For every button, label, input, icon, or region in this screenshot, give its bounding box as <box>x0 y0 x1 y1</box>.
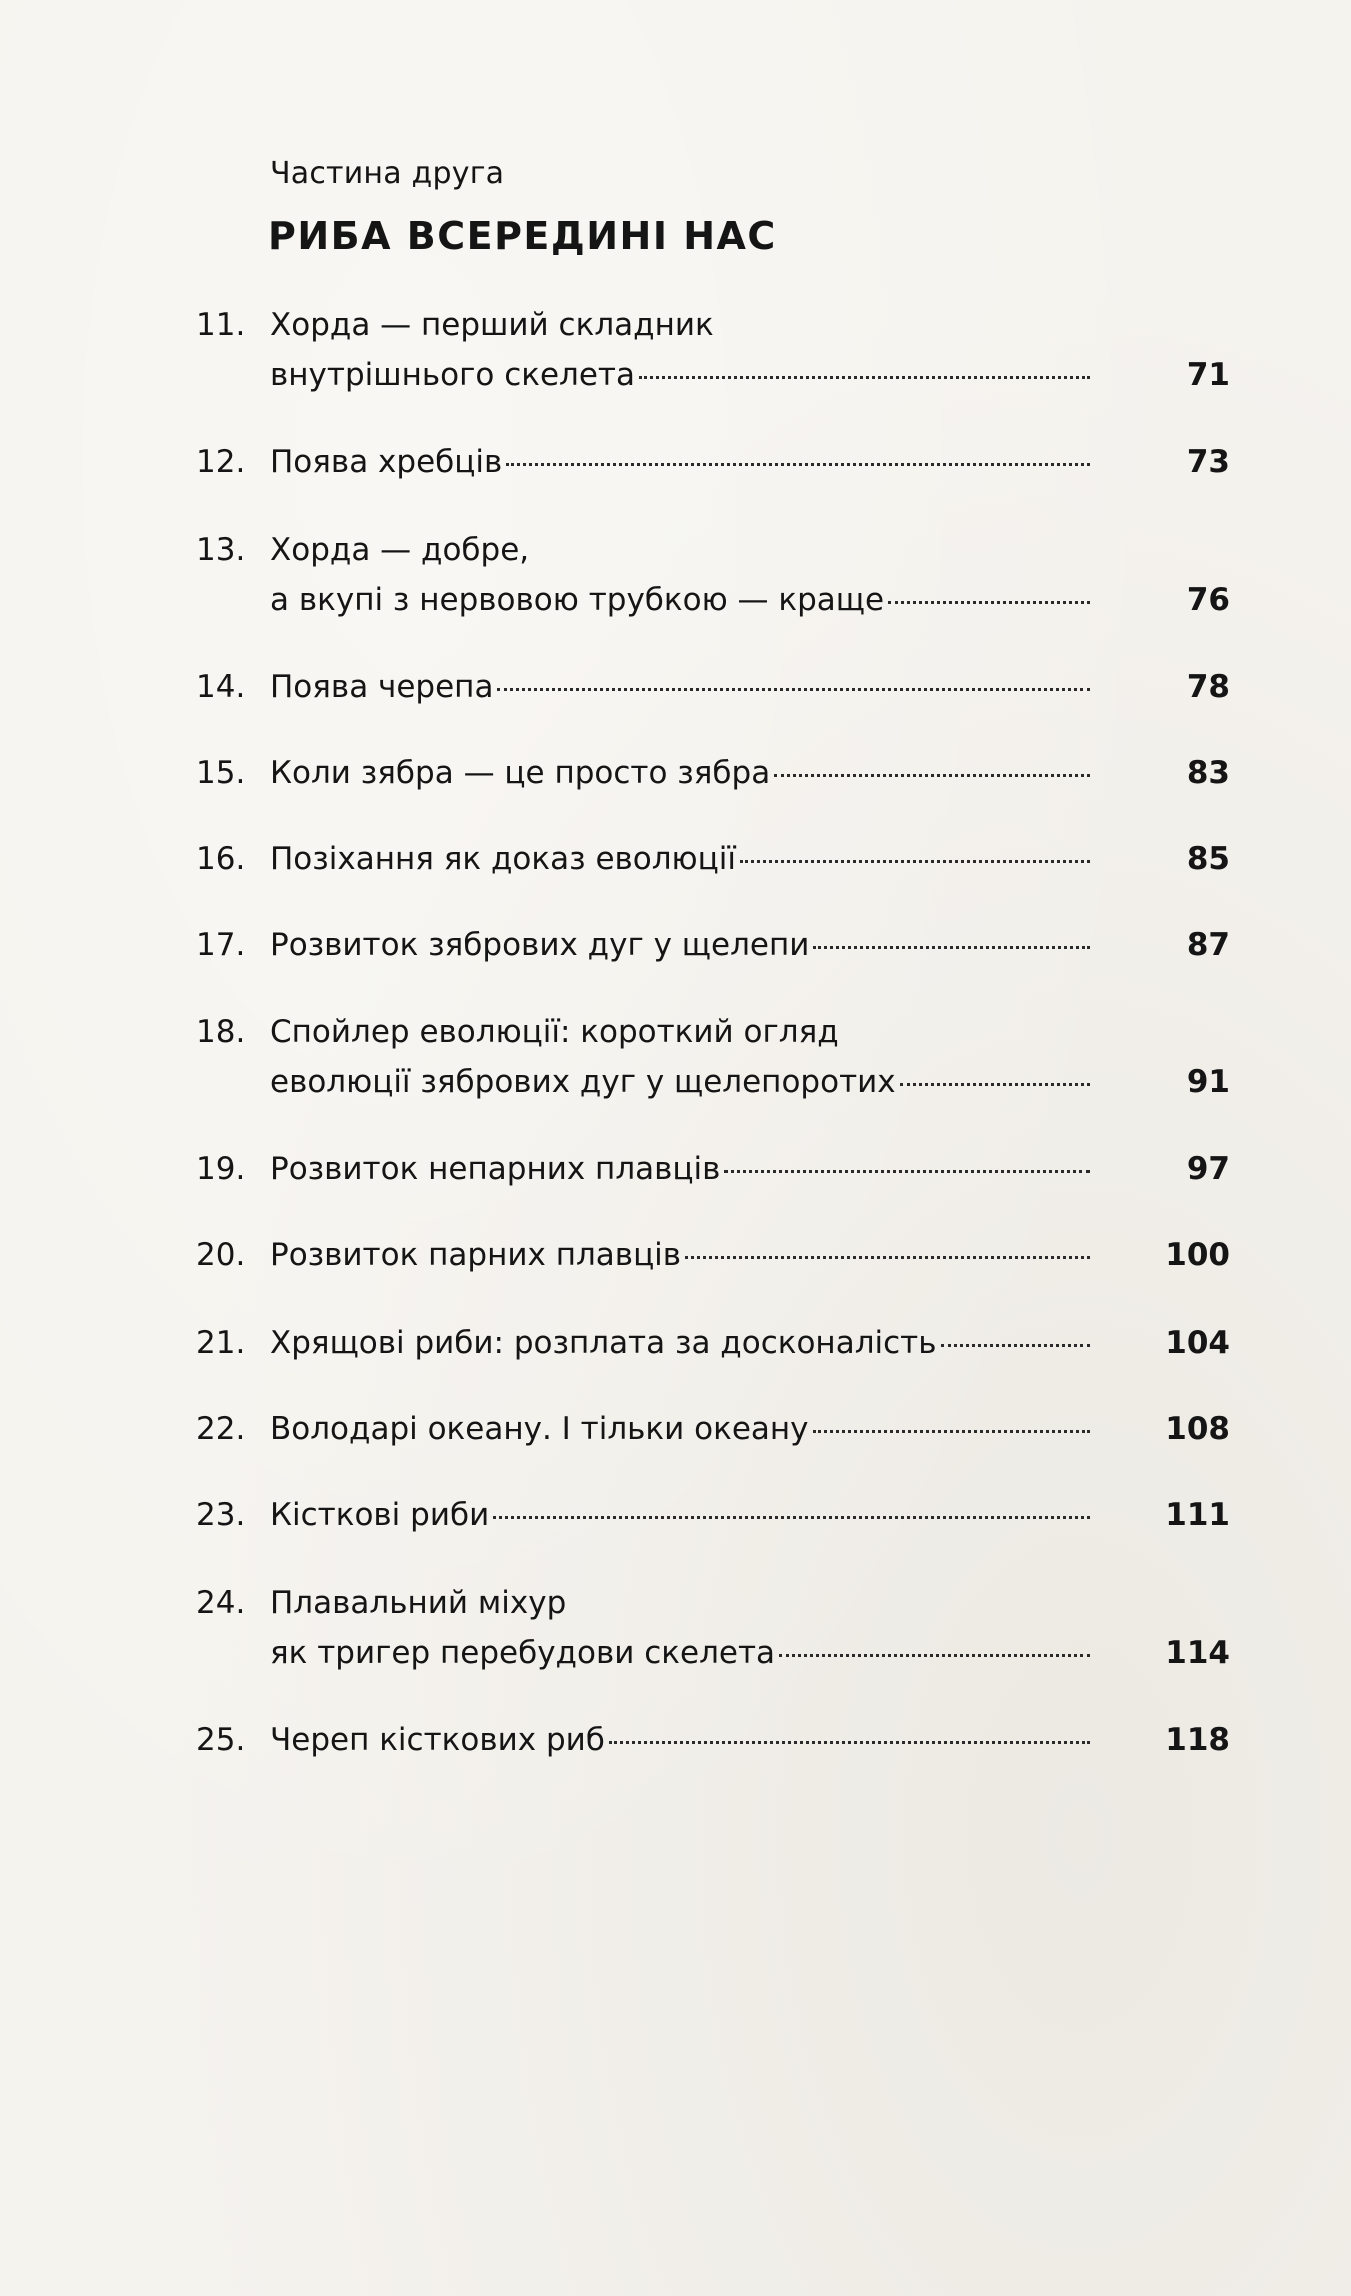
toc-entry-title-line <box>270 834 1090 884</box>
toc-entry-title-line <box>270 748 1090 798</box>
toc-entry-title-line: Спойлер еволюції: короткий огляд <box>270 1014 839 1050</box>
dot-leader <box>900 1083 1090 1086</box>
toc-entry-title-line <box>270 662 1090 712</box>
toc-entry-title-text: як тригер перебудови скелета <box>270 1635 776 1671</box>
toc-entry-page-number: 91 <box>1186 1064 1230 1100</box>
toc-entry-title-line <box>270 1628 1090 1678</box>
toc-entry-title-line <box>270 350 1090 400</box>
toc-entry-page-number: 85 <box>1186 841 1230 877</box>
dot-leader <box>493 1516 1090 1519</box>
toc-entry-page-number: 97 <box>1186 1151 1230 1187</box>
toc-entry-title-text: внутрішнього скелета <box>270 357 635 393</box>
dot-leader <box>779 1654 1090 1657</box>
dot-leader <box>813 1430 1090 1433</box>
toc-entry-page-number: 78 <box>1186 669 1230 705</box>
toc-entry-title-line <box>270 1230 1090 1280</box>
toc-entry-page-number: 87 <box>1186 927 1230 963</box>
toc-entry-title-line: Хорда — перший складник <box>270 307 714 343</box>
toc-entry-number: 16. <box>196 841 246 877</box>
dot-leader <box>724 1170 1090 1173</box>
toc-entry-title-text: Хрящові риби: розплата за досконалість <box>270 1325 937 1361</box>
toc-entry-number: 22. <box>196 1411 246 1447</box>
toc-entry-title-line <box>270 1715 1090 1765</box>
toc-entry-number: 19. <box>196 1151 246 1187</box>
toc-entry-title-text: еволюції зябрових дуг у щелепоротих <box>270 1064 896 1100</box>
toc-entry-number: 11. <box>196 307 246 343</box>
dot-leader <box>941 1344 1091 1347</box>
toc-entry-number: 20. <box>196 1237 246 1273</box>
toc-entry-number: 14. <box>196 669 246 705</box>
toc-entry-title-text: Поява черепа <box>270 669 494 705</box>
toc-entry-page-number: 118 <box>1165 1722 1230 1758</box>
toc-entry-title-line <box>270 920 1090 970</box>
dot-leader <box>685 1256 1090 1259</box>
toc-entry-page-number: 111 <box>1165 1497 1230 1533</box>
toc-entry-page-number: 100 <box>1165 1237 1230 1273</box>
toc-entry-title-line <box>270 1057 1090 1107</box>
toc-entry-page-number: 76 <box>1186 582 1230 618</box>
toc-entry-number: 23. <box>196 1497 246 1533</box>
toc-entry-number: 24. <box>196 1585 246 1621</box>
toc-entry-page-number: 71 <box>1186 357 1230 393</box>
dot-leader <box>888 601 1090 604</box>
toc-entry-title-text: Кісткові риби <box>270 1497 490 1533</box>
toc-entry-number: 21. <box>196 1325 246 1361</box>
toc-entry-number: 18. <box>196 1014 246 1050</box>
dot-leader <box>497 688 1090 691</box>
toc-entry-title-line <box>270 1404 1090 1454</box>
toc-entry-title-text: Розвиток непарних плавців <box>270 1151 721 1187</box>
toc-entry-title-line <box>270 1490 1090 1540</box>
toc-entry-title-text: а вкупі з нервовою трубкою — краще <box>270 582 885 618</box>
toc-entry-title-text: Поява хребців <box>270 444 503 480</box>
toc-entry-page-number: 104 <box>1165 1325 1230 1361</box>
part-kicker: Частина друга <box>270 156 505 191</box>
toc-entry-page-number: 108 <box>1165 1411 1230 1447</box>
dot-leader <box>506 463 1090 466</box>
toc-entry-title-text: Позіхання як доказ еволюції <box>270 841 736 877</box>
toc-entry-title-line: Плавальний міхур <box>270 1585 567 1621</box>
toc-entry-number: 17. <box>196 927 246 963</box>
toc-entry-title-text: Череп кісткових риб <box>270 1722 605 1758</box>
toc-entry-number: 12. <box>196 444 246 480</box>
toc-entry-title-text: Коли зябра — це просто зябра <box>270 755 771 791</box>
toc-entry-title-line <box>270 1144 1090 1194</box>
toc-entry-title-line: Хорда — добре, <box>270 532 530 568</box>
toc-entry-title-line <box>270 1318 1090 1368</box>
toc-entry-number: 15. <box>196 755 246 791</box>
toc-entry-title-text: Розвиток парних плавців <box>270 1237 682 1273</box>
toc-entry-page-number: 83 <box>1186 755 1230 791</box>
dot-leader <box>639 376 1090 379</box>
toc-entry-title-text: Розвиток зябрових дуг у щелепи <box>270 927 810 963</box>
toc-entry-page-number: 73 <box>1186 444 1230 480</box>
toc-entry-title-text: Володарі океану. І тільки океану <box>270 1411 809 1447</box>
dot-leader <box>813 946 1090 949</box>
dot-leader <box>774 774 1090 777</box>
part-title: РИБА ВСЕРЕДИНІ НАС <box>268 214 777 258</box>
toc-entry-title-line <box>270 437 1090 487</box>
toc-entry-title-line <box>270 575 1090 625</box>
toc-entry-page-number: 114 <box>1165 1635 1230 1671</box>
toc-entry-number: 13. <box>196 532 246 568</box>
dot-leader <box>609 1741 1090 1744</box>
dot-leader <box>740 860 1090 863</box>
toc-entry-number: 25. <box>196 1722 246 1758</box>
